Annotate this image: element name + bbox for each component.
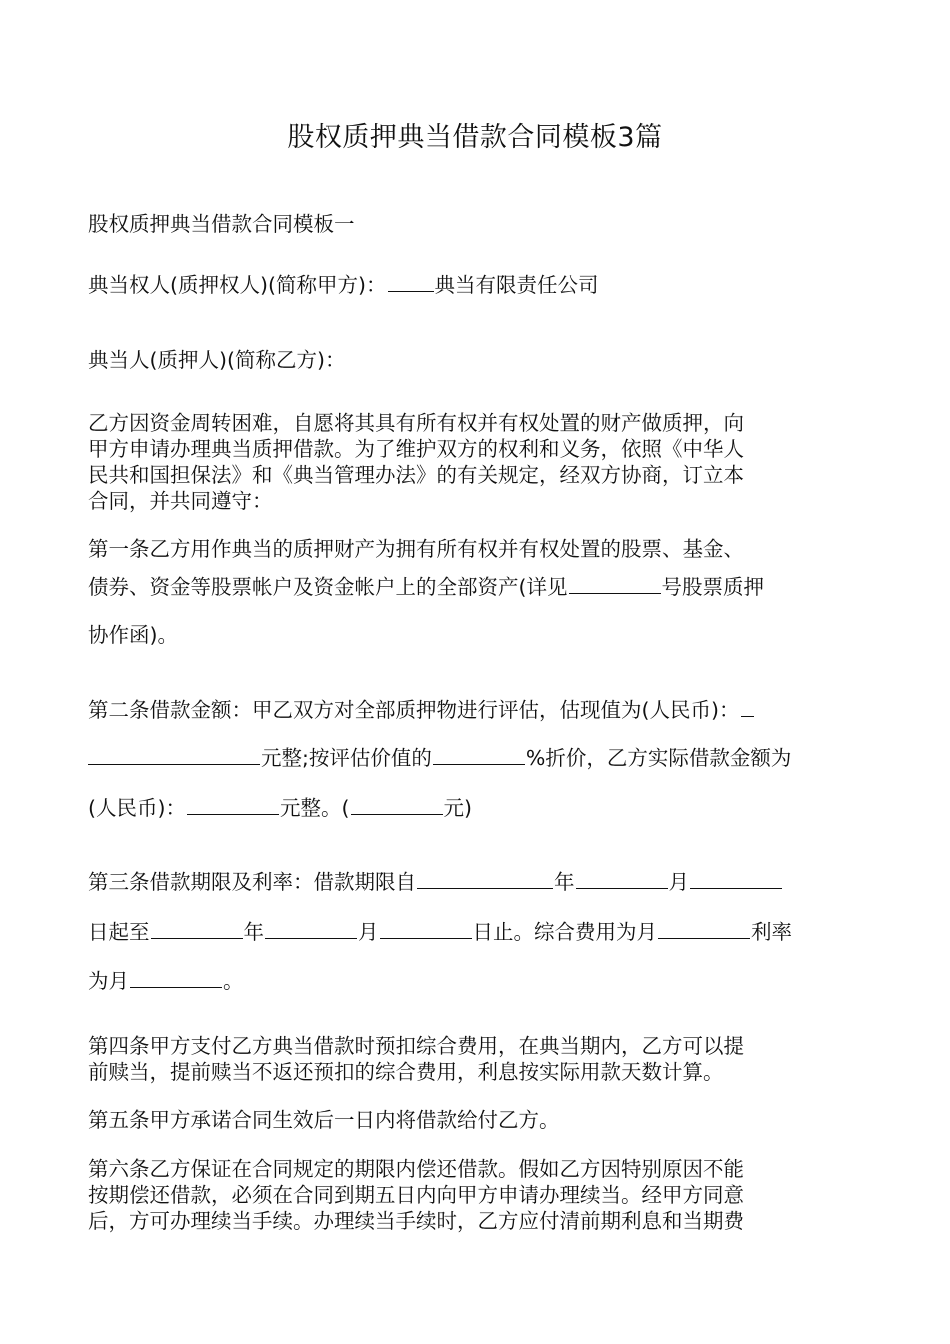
- blank-field: [433, 745, 525, 765]
- article-1-line: [88, 574, 868, 601]
- section-heading: 股权质押典当借款合同模板一: [88, 212, 355, 236]
- article-2-text: 第二条借款金额：甲乙双方对全部质押物进行评估，估现值为(人民币)：: [88, 698, 740, 722]
- article-2-text: %折价，乙方实际借款金额为: [525, 746, 792, 770]
- article-3-text: 月: [668, 870, 689, 894]
- article-3-text: 日起至: [88, 920, 150, 944]
- article-1-text: 债券、资金等股票帐户及资金帐户上的全部资产(详见: [88, 575, 568, 599]
- blank-field: [151, 919, 243, 939]
- blank-field: [130, 968, 222, 988]
- article-5-line: 第五条甲方承诺合同生效后一日内将借款给付乙方。: [88, 1108, 560, 1132]
- article-3-line: [88, 968, 868, 995]
- blank-field: [351, 795, 443, 815]
- party-a-label: 典当权人(质押权人)(简称甲方)：: [88, 273, 387, 297]
- document-title: 股权质押典当借款合同模板3篇: [287, 122, 663, 153]
- article-3-text: 月: [358, 920, 379, 944]
- article-2-text: 元整;按评估价值的: [261, 746, 432, 770]
- article-3-text: 第三条借款期限及利率：借款期限自: [88, 870, 416, 894]
- blank-field: [741, 697, 754, 717]
- article-2-line: [88, 795, 868, 822]
- article-2-text: 元整。(: [280, 796, 350, 820]
- article-2-text: (人民币)：: [88, 796, 186, 820]
- intro-line: 合同，并共同遵守：: [88, 489, 273, 513]
- article-3-text: 日止。综合费用为月: [472, 920, 657, 944]
- article-1-line: 协作函)。: [88, 623, 178, 647]
- article-3-text: 。: [223, 969, 244, 993]
- article-2-text: 元): [443, 796, 472, 820]
- article-6-line: 后，方可办理续当手续。办理续当手续时，乙方应付清前期利息和当期费: [88, 1209, 744, 1233]
- blank-field: [187, 795, 279, 815]
- intro-line: 民共和国担保法》和《典当管理办法》的有关规定，经双方协商，订立本: [88, 463, 744, 487]
- article-3-line: [88, 869, 868, 896]
- party-a-company: 典当有限责任公司: [434, 273, 599, 297]
- article-3-text: 利率: [751, 920, 792, 944]
- article-6-line: 按期偿还借款，必须在合同到期五日内向甲方申请办理续当。经甲方同意: [88, 1183, 744, 1207]
- intro-line: 甲方申请办理典当质押借款。为了维护双方的权利和义务，依照《中华人: [88, 437, 744, 461]
- intro-line: 乙方因资金周转困难，自愿将其具有所有权并有权处置的财产做质押，向: [88, 411, 744, 435]
- article-2-line: [88, 697, 868, 724]
- article-3-text: 年: [243, 920, 264, 944]
- blank-field: [380, 919, 472, 939]
- article-4-line: 前赎当，提前赎当不返还预扣的综合费用，利息按实际用款天数计算。: [88, 1060, 724, 1084]
- blank-field: [417, 869, 553, 889]
- article-6-line: 第六条乙方保证在合同规定的期限内偿还借款。假如乙方因特别原因不能: [88, 1157, 744, 1181]
- blank-field: [265, 919, 357, 939]
- article-2-line: [88, 745, 868, 772]
- blank-field: [690, 869, 782, 889]
- blank-field: [569, 574, 661, 594]
- article-3-text: 为月: [88, 969, 129, 993]
- blank-field: [388, 272, 434, 292]
- article-1-line: 第一条乙方用作典当的质押财产为拥有所有权并有权处置的股票、基金、: [88, 537, 744, 561]
- article-4-line: 第四条甲方支付乙方典当借款时预扣综合费用，在典当期内，乙方可以提: [88, 1034, 744, 1058]
- article-3-line: [88, 919, 868, 946]
- party-a-line: [88, 272, 868, 299]
- article-1-text: 号股票质押: [661, 575, 764, 599]
- article-3-text: 年: [554, 870, 575, 894]
- blank-field: [658, 919, 750, 939]
- blank-field: [576, 869, 668, 889]
- blank-field: [88, 745, 260, 765]
- party-b-line: 典当人(质押人)(简称乙方)：: [88, 348, 346, 372]
